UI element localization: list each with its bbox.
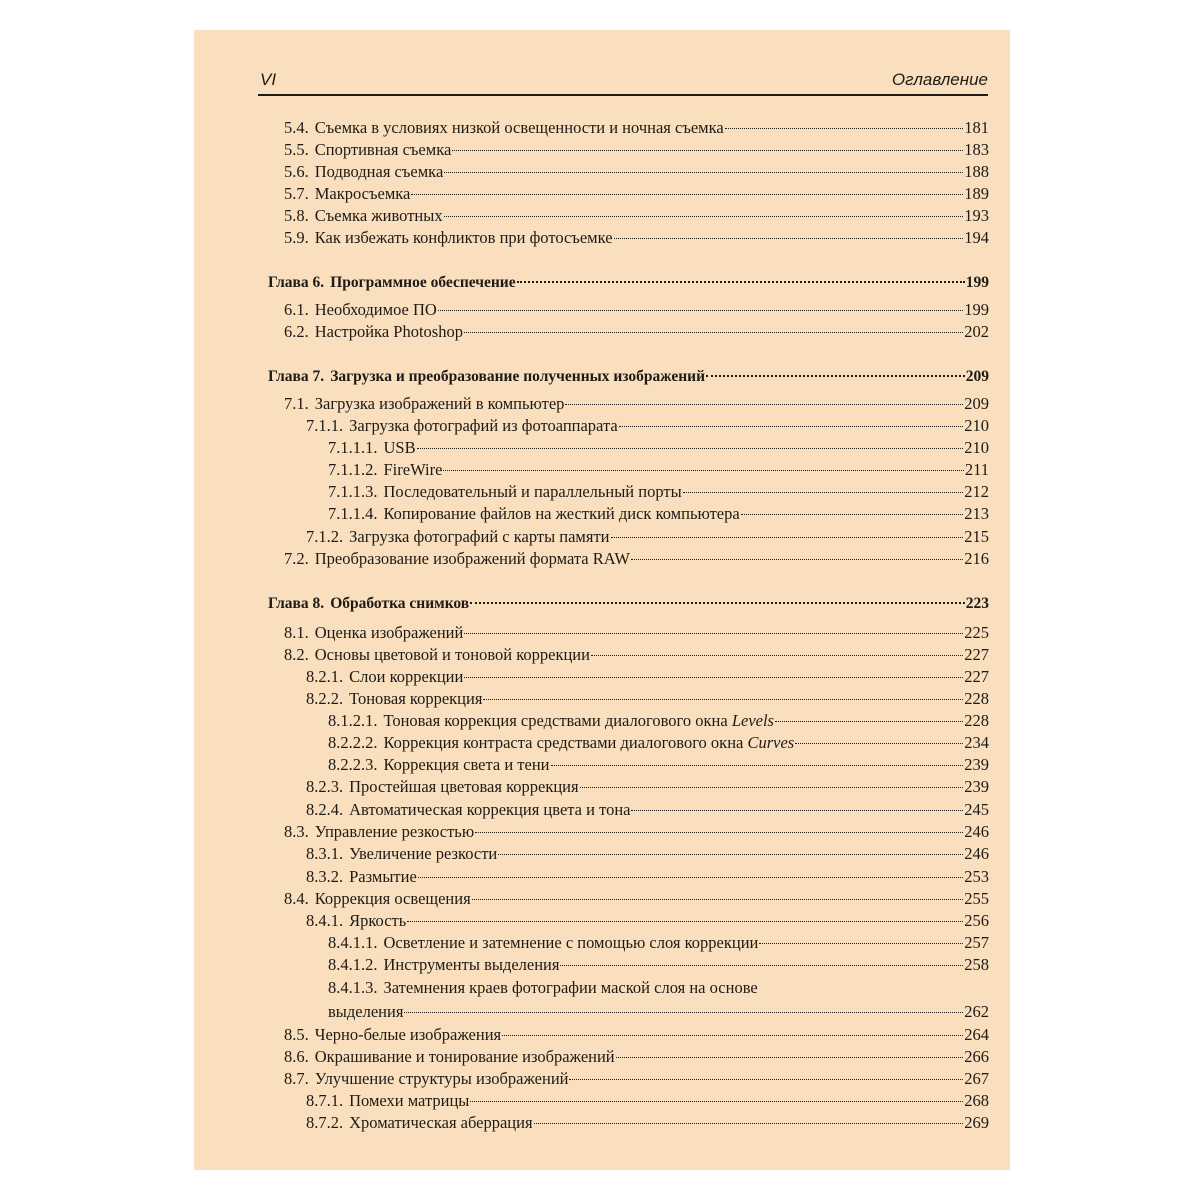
- toc-entry[interactable]: [328, 710, 989, 732]
- entry-page-number: 239: [964, 777, 989, 796]
- toc-entry[interactable]: [306, 910, 989, 932]
- entry-title: Загрузка и преобразование полученных изображений: [330, 368, 705, 385]
- toc-entry[interactable]: [328, 954, 989, 976]
- entry-page-number: 199: [964, 300, 989, 319]
- entry-number: 8.3.2.: [306, 867, 344, 886]
- entry-number: 8.3.1.: [306, 844, 344, 863]
- entry-page-number: 267: [964, 1069, 989, 1088]
- toc-entry[interactable]: [284, 321, 989, 343]
- entry-title: Тоновая коррекция средствами диалогового окна Levels: [383, 711, 774, 730]
- entry-page-number: 216: [964, 549, 989, 568]
- toc-chapter-entry[interactable]: [268, 272, 989, 294]
- entry-title: Увеличение резкости: [349, 844, 498, 863]
- entry-title: Слои коррекции: [349, 667, 464, 686]
- entry-number: 5.9.: [284, 228, 309, 247]
- entry-title: Съемка животных: [314, 206, 443, 225]
- dot-leader: [464, 332, 963, 333]
- dot-leader: [498, 854, 963, 855]
- toc-entry[interactable]: [284, 548, 989, 570]
- entry-page-number: 262: [964, 1002, 989, 1021]
- toc-entry[interactable]: [306, 526, 989, 548]
- toc-entry[interactable]: [328, 754, 989, 776]
- entry-title: Окрашивание и тонирование изображений: [314, 1047, 615, 1066]
- toc-entry[interactable]: [328, 1001, 989, 1023]
- entry-page-number: 269: [964, 1113, 989, 1132]
- dot-leader: [438, 310, 963, 311]
- entry-number: 7.1.1.: [306, 416, 344, 435]
- toc-entry[interactable]: [284, 888, 989, 910]
- toc-entry[interactable]: [284, 139, 989, 161]
- entry-title: Последовательный и параллельный порты: [383, 482, 682, 501]
- entry-title: Макросъемка: [314, 184, 411, 203]
- toc-entry[interactable]: [284, 644, 989, 666]
- entry-title: Инструменты выделения: [383, 955, 560, 974]
- entry-number: 5.7.: [284, 184, 309, 203]
- entry-page-number: 225: [964, 623, 989, 642]
- entry-title: Автоматическая коррекция цвета и тона: [349, 800, 631, 819]
- entry-number: 6.1.: [284, 300, 309, 319]
- entry-page-number: 211: [964, 460, 989, 479]
- entry-page-number: 199: [965, 274, 989, 291]
- toc-entry[interactable]: [284, 161, 989, 183]
- dot-leader: [569, 1079, 963, 1080]
- entry-number: 7.1.1.3.: [328, 482, 378, 501]
- entry-number: 5.8.: [284, 206, 309, 225]
- entry-number: 8.2.2.3.: [328, 755, 378, 774]
- entry-number: 8.6.: [284, 1047, 309, 1066]
- entry-number: 5.4.: [284, 118, 309, 137]
- toc-chapter-entry[interactable]: [268, 593, 989, 615]
- entry-page-number: 228: [964, 689, 989, 708]
- entry-title: Как избежать конфликтов при фотосъемке: [314, 228, 613, 247]
- dot-leader: [417, 448, 964, 449]
- entry-page-number: 209: [964, 394, 989, 413]
- entry-title: Спортивная съемка: [314, 140, 452, 159]
- entry-number: 7.1.2.: [306, 527, 344, 546]
- entry-number: 8.2.1.: [306, 667, 344, 686]
- toc-entry[interactable]: [328, 481, 989, 503]
- dot-leader: [444, 216, 964, 217]
- toc-entry[interactable]: [284, 205, 989, 227]
- toc-entry[interactable]: [306, 1090, 989, 1112]
- dot-leader: [775, 721, 963, 722]
- entry-title: Подводная съемка: [314, 162, 444, 181]
- entry-title: Коррекция света и тени: [383, 755, 550, 774]
- entry-number: 8.1.: [284, 623, 309, 642]
- entry-number: 5.6.: [284, 162, 309, 181]
- entry-title: Черно-белые изображения: [314, 1025, 502, 1044]
- dot-leader: [483, 699, 963, 700]
- entry-page-number: 193: [964, 206, 989, 225]
- dot-leader: [683, 492, 964, 493]
- dot-leader: [443, 470, 963, 471]
- entry-number: 8.3.: [284, 822, 309, 841]
- entry-number: 8.2.4.: [306, 800, 344, 819]
- entry-page-number: 255: [964, 889, 989, 908]
- entry-page-number: 194: [964, 228, 989, 247]
- entry-page-number: 264: [964, 1025, 989, 1044]
- entry-title: FireWire: [383, 460, 443, 479]
- entry-title: Обработка снимков: [330, 595, 470, 612]
- entry-number: Глава 7.: [268, 368, 325, 385]
- entry-page-number: 209: [965, 368, 989, 385]
- entry-title: Настройка Photoshop: [314, 322, 463, 341]
- entry-number: Глава 6.: [268, 274, 325, 291]
- dot-leader: [631, 559, 963, 560]
- dot-leader: [452, 150, 963, 151]
- entry-number: Глава 8.: [268, 595, 325, 612]
- entry-title: USB: [383, 438, 416, 457]
- entry-title: Помехи матрицы: [349, 1091, 470, 1110]
- entry-page-number: 210: [964, 438, 989, 457]
- entry-title: Программное обеспечение: [330, 274, 516, 291]
- entry-title: Размытие: [349, 867, 417, 886]
- entry-title-italic: Curves: [747, 733, 795, 752]
- entry-page-number: 246: [964, 844, 989, 863]
- entry-title: Преобразование изображений формата RAW: [314, 549, 630, 568]
- entry-page-number: 246: [964, 822, 989, 841]
- entry-title: Загрузка изображений в компьютер: [314, 394, 565, 413]
- entry-title-italic: Levels: [731, 711, 774, 730]
- toc-entry[interactable]: [306, 776, 989, 798]
- entry-title: Оценка изображений: [314, 623, 464, 642]
- entry-page-number: 257: [964, 933, 989, 952]
- entry-title: Тоновая коррекция: [349, 689, 483, 708]
- dot-leader: [517, 281, 965, 283]
- entry-title: Съемка в условиях низкой освещенности и ночная съемка: [314, 118, 724, 137]
- entry-page-number: 215: [964, 527, 989, 546]
- entry-number: 8.1.2.1.: [328, 711, 378, 730]
- toc-entry[interactable]: [284, 393, 989, 415]
- entry-page-number: 183: [964, 140, 989, 159]
- toc-entry[interactable]: [284, 622, 989, 644]
- toc-entry[interactable]: [328, 503, 989, 525]
- dot-leader: [725, 128, 964, 129]
- entry-page-number: 210: [964, 416, 989, 435]
- toc-entry-first-line: [328, 977, 758, 999]
- dot-leader: [706, 375, 965, 377]
- dot-leader: [407, 921, 963, 922]
- toc-entry[interactable]: [284, 1068, 989, 1090]
- entry-number: 5.5.: [284, 140, 309, 159]
- toc-entry[interactable]: [306, 866, 989, 888]
- entry-title: Коррекция контраста средствами диалогового окна Curves: [383, 733, 795, 752]
- entry-number: 8.4.: [284, 889, 309, 908]
- toc-entry[interactable]: [284, 821, 989, 843]
- dot-leader: [470, 602, 965, 604]
- dot-leader: [741, 514, 964, 515]
- entry-number: 8.2.: [284, 645, 309, 664]
- entry-page-number: 202: [964, 322, 989, 341]
- entry-title-continued: выделения: [328, 1002, 404, 1021]
- entry-number: 8.2.3.: [306, 777, 344, 796]
- entry-number: 8.4.1.1.: [328, 933, 378, 952]
- toc-entry[interactable]: [284, 117, 989, 139]
- entry-number: 7.1.1.2.: [328, 460, 378, 479]
- entry-title: Управление резкостью: [314, 822, 475, 841]
- dot-leader: [470, 1101, 963, 1102]
- entry-number: 7.1.1.1.: [328, 438, 378, 457]
- dot-leader: [611, 537, 964, 538]
- dot-leader: [616, 1057, 964, 1058]
- entry-title: Коррекция освещения: [314, 889, 471, 908]
- dot-leader: [404, 1012, 963, 1013]
- entry-page-number: 223: [965, 595, 989, 612]
- dot-leader: [475, 832, 963, 833]
- entry-number: 7.1.1.4.: [328, 504, 378, 523]
- entry-title: Простейшая цветовая коррекция: [349, 777, 579, 796]
- toc-entry[interactable]: [306, 688, 989, 710]
- entry-title: Затемнения краев фотографии маской слоя на основе: [383, 978, 758, 997]
- dot-leader: [795, 743, 963, 744]
- dot-leader: [472, 899, 964, 900]
- entry-page-number: 227: [964, 667, 989, 686]
- entry-number: 8.7.2.: [306, 1113, 344, 1132]
- dot-leader: [551, 765, 964, 766]
- toc-entry[interactable]: [328, 437, 989, 459]
- toc-entry[interactable]: [328, 932, 989, 954]
- entry-number: 7.2.: [284, 549, 309, 568]
- entry-title: Загрузка фотографий с карты памяти: [349, 527, 610, 546]
- toc-entry[interactable]: [284, 227, 989, 249]
- toc-entry[interactable]: [306, 415, 989, 437]
- entry-title: Хроматическая аберрация: [349, 1113, 533, 1132]
- entry-number: 8.2.2.2.: [328, 733, 378, 752]
- entry-number: 8.4.1.: [306, 911, 344, 930]
- toc-entry[interactable]: [284, 299, 989, 321]
- toc-entry[interactable]: [284, 183, 989, 205]
- entry-page-number: 268: [964, 1091, 989, 1110]
- toc-entry[interactable]: [306, 1112, 989, 1134]
- entry-title: Осветление и затемнение с помощью слоя коррекции: [383, 933, 759, 952]
- entry-page-number: 258: [964, 955, 989, 974]
- entry-number: 8.7.1.: [306, 1091, 344, 1110]
- dot-leader: [759, 943, 963, 944]
- dot-leader: [502, 1035, 963, 1036]
- toc-entry[interactable]: [328, 732, 989, 754]
- entry-page-number: 256: [964, 911, 989, 930]
- entry-page-number: 266: [964, 1047, 989, 1066]
- toc-entry[interactable]: [306, 666, 989, 688]
- entry-number: 7.1.: [284, 394, 309, 413]
- dot-leader: [565, 404, 963, 405]
- entry-page-number: 227: [964, 645, 989, 664]
- entry-number: 8.4.1.2.: [328, 955, 378, 974]
- entry-title: Копирование файлов на жесткий диск компьютера: [383, 504, 740, 523]
- entry-page-number: 189: [964, 184, 989, 203]
- entry-number: 8.5.: [284, 1025, 309, 1044]
- entry-page-number: 213: [964, 504, 989, 523]
- toc-entry[interactable]: [284, 1024, 989, 1046]
- entry-page-number: 253: [964, 867, 989, 886]
- dot-leader: [580, 787, 964, 788]
- entry-number: 6.2.: [284, 322, 309, 341]
- page-number: VI: [260, 70, 277, 89]
- toc-entry[interactable]: [284, 1046, 989, 1068]
- entry-page-number: 228: [964, 711, 989, 730]
- dot-leader: [464, 633, 963, 634]
- entry-page-number: 181: [964, 118, 989, 137]
- dot-leader: [418, 877, 963, 878]
- entry-title: Необходимое ПО: [314, 300, 437, 319]
- entry-number: 8.2.2.: [306, 689, 344, 708]
- entry-number: 8.4.1.3.: [328, 978, 378, 997]
- dot-leader: [631, 810, 963, 811]
- dot-leader: [614, 238, 964, 239]
- dot-leader: [444, 172, 963, 173]
- entry-page-number: 188: [964, 162, 989, 181]
- dot-leader: [560, 965, 963, 966]
- dot-leader: [591, 655, 963, 656]
- toc-entry[interactable]: [328, 459, 989, 481]
- dot-leader: [464, 677, 963, 678]
- dot-leader: [411, 194, 963, 195]
- entry-page-number: 212: [964, 482, 989, 501]
- entry-page-number: 239: [964, 755, 989, 774]
- dot-leader: [534, 1123, 964, 1124]
- toc-chapter-entry[interactable]: [268, 366, 989, 388]
- entry-page-number: 245: [964, 800, 989, 819]
- entry-title: Основы цветовой и тоновой коррекции: [314, 645, 590, 664]
- dot-leader: [619, 426, 964, 427]
- toc-entry[interactable]: [306, 843, 989, 865]
- running-title: Оглавление: [891, 70, 988, 89]
- entry-number: 8.7.: [284, 1069, 309, 1088]
- entry-title: Загрузка фотографий из фотоаппарата: [349, 416, 618, 435]
- entry-title: Улучшение структуры изображений: [314, 1069, 569, 1088]
- entry-title: Яркость: [349, 911, 407, 930]
- entry-page-number: 234: [964, 733, 989, 752]
- toc-entry[interactable]: [306, 799, 989, 821]
